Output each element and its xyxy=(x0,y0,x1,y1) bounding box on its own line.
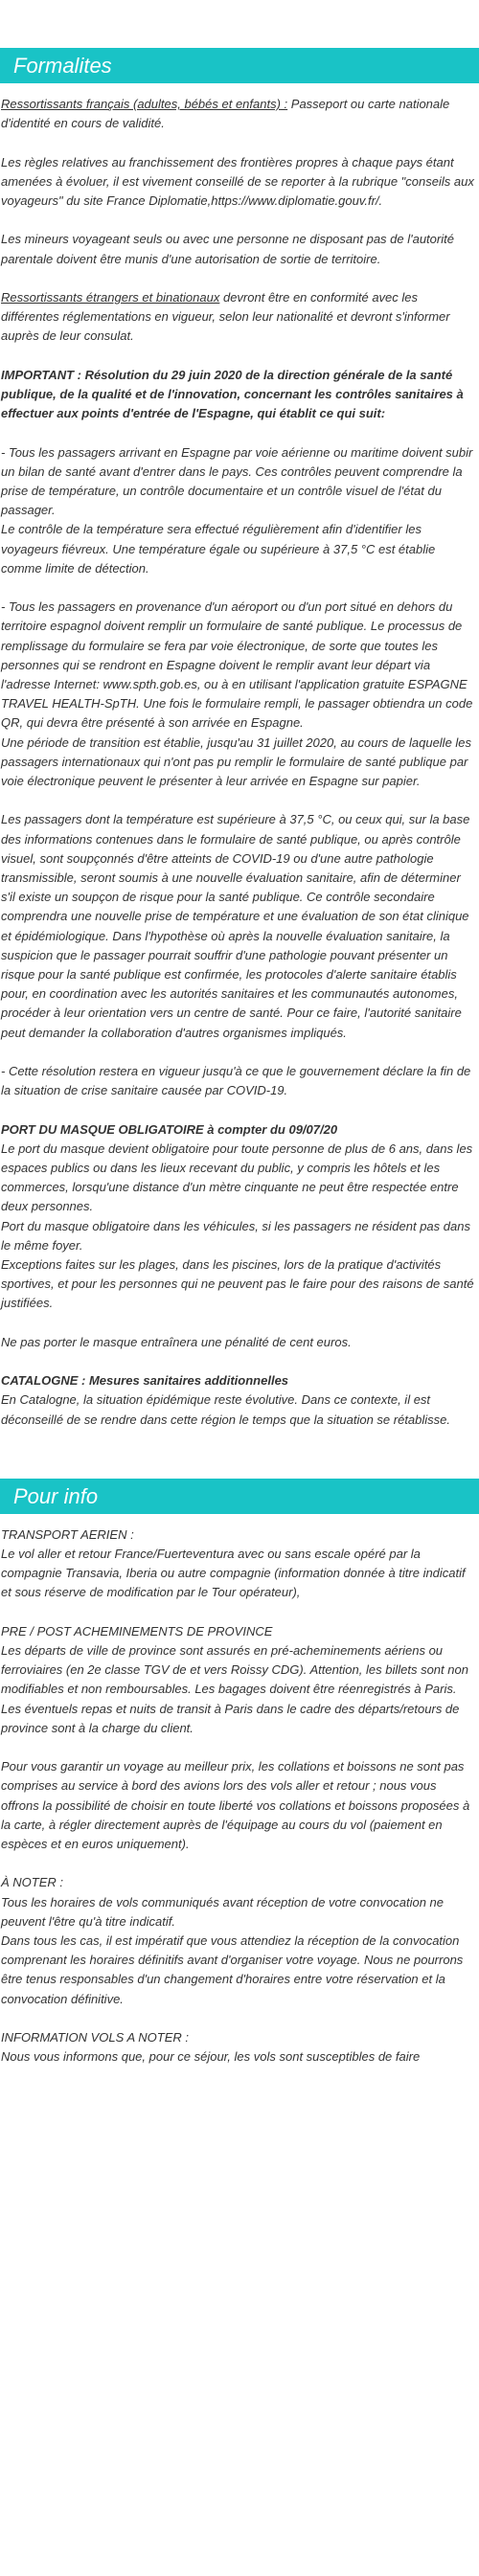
text-line: Dans tous les cas, il est impératif que vous attendiez la réception de la convocation comprenant les horaires définitifs avant d'organiser votre voyage. Nous ne pourrons être tenus responsables d'un changement d'horaires entre votre réservation et la convocation définitive. xyxy=(1,1933,464,2006)
text-run: Les mineurs voyageant seuls ou avec une personne ne disposant pas de l'autorité parentale doivent être munis d'une autorisation de sortie de territoire. xyxy=(1,232,454,266)
text-line: Le vol aller et retour France/Fuerteventura avec ou sans escale opéré par la compagnie Transavia, Iberia ou autre compagnie (information donnée à titre indicatif et sous réserve de modification par le Tour opérateur), xyxy=(1,1547,466,1600)
underlined-heading: Ressortissants étrangers et binationaux xyxy=(1,289,220,305)
text-line: INFORMATION VOLS A NOTER : xyxy=(1,2030,189,2045)
text-line: Port du masque obligatoire dans les véhicules, si les passagers ne résident pas dans le même foyer. xyxy=(1,1218,470,1253)
text-line: Les départs de ville de province sont assurés en pré-acheminements aériens ou ferroviaires (en 2e classe TGV de et vers Roissy CDG). Attention, les billets sont non modifiables et non remboursables. Les bagages doivent être réenregistrés à Paris. Les éventuels repas et nuits de transit à Paris dans le cadre des départs/retours de province sont à la charge du client. xyxy=(1,1643,468,1735)
paragraph xyxy=(1,288,477,347)
paragraph xyxy=(1,1371,477,1430)
text-run: Passeport ou carte nationale d'identité en cours de validité. xyxy=(1,97,450,131)
text-run: Ne pas porter le masque entraînera une pénalité de cent euros. xyxy=(1,1334,352,1349)
paragraph xyxy=(1,810,477,1042)
section-1 xyxy=(0,48,479,1430)
paragraph xyxy=(1,153,477,212)
text-run: Les règles relatives au franchissement des frontières propres à chaque pays étant amenées à évoluer, il est vivement conseillé de se reporter à la rubrique "conseils aux voyageurs" du site France Diplomatie,https://www.diplomatie.gouv.fr/. xyxy=(1,154,474,208)
paragraph xyxy=(1,1757,477,1854)
paragraph xyxy=(1,1873,477,2008)
paragraph xyxy=(1,230,477,268)
text-line: À NOTER : xyxy=(1,1875,64,1890)
text-line: Tous les horaires de vols communiqués avant réception de votre convocation ne peuvent l'être qu'à titre indicatif. xyxy=(1,1894,445,1929)
paragraph xyxy=(1,2028,477,2067)
paragraph xyxy=(1,1062,477,1100)
paragraph xyxy=(1,1525,477,1603)
text-line: PRE / POST ACHEMINEMENTS DE PROVINCE xyxy=(1,1623,273,1638)
text-line: Le contrôle de la température sera effectué régulièrement afin d'identifier les voyageurs fiévreux. Une température égale ou supérieure à 37,5 °C est établie comme limite de détection. xyxy=(1,522,436,576)
content-sections xyxy=(0,48,479,2067)
text-line: En Catalogne, la situation épidémique reste évolutive. Dans ce contexte, il est déconseillé de se rendre dans cette région le temps que la situation se rétablisse. xyxy=(1,1392,451,1427)
bold-heading: PORT DU MASQUE OBLIGATOIRE à compter du 09/07/20 xyxy=(1,1121,338,1137)
section-title: Pour info xyxy=(0,1479,479,1514)
paragraph xyxy=(1,95,477,133)
text-line: - Tous les passagers en provenance d'un aéroport ou d'un port situé en dehors du territoire espagnol doivent remplir un formulaire de santé publique. Le processus de remplissage du formulaire se fera par voie électronique, de sorte que toutes les personnes qui se rendront en Espagne doivent le remplir avant leur départ via l'adresse Internet: www.spth.gob.es, ou à en utilisant l'application gratuite ESPAGNE TRAVEL HEALTH-SpTH. Une fois le formulaire rempli, le passager obtiendra un code QR, qui devra être présenté à son arrivée en Espagne. xyxy=(1,599,473,731)
paragraph xyxy=(1,443,477,578)
text-line: Pour vous garantir un voyage au meilleur prix, les collations et boissons ne sont pas comprises au service à bord des avions lors des vols aller et retour ; nous vous offrons la possibilité de choisir en toute liberté vos collations et boissons proposées à la carte, à régler directement auprès de l'équipage au cours du vol (paiement en espèces et en euros uniquement). xyxy=(1,1759,470,1852)
text-run: - Cette résolution restera en vigueur jusqu'à ce que le gouvernement déclare la fin de la situation de crise sanitaire causée par COVID-19. xyxy=(1,1064,471,1098)
section-2 xyxy=(0,1479,479,2068)
text-line: Nous vous informons que, pour ce séjour, les vols sont susceptibles de faire xyxy=(1,2049,421,2065)
text-line: TRANSPORT AERIEN : xyxy=(1,1526,134,1542)
text-line: Le port du masque devient obligatoire pour toute personne de plus de 6 ans, dans les espaces publics ou dans les lieux recevant du public, y compris les hôtels et les commerces, lorsqu'une distance d'un mètre cinquante ne peut être respectée entre deux personnes. xyxy=(1,1141,473,1214)
paragraph xyxy=(1,1622,477,1738)
text-line: Une période de transition est établie, jusqu'au 31 juillet 2020, au cours de laquelle les passagers internationaux qui n'ont pas pu remplir le formulaire de santé publique par voie électronique peuvent le présenter à leur arrivée en Espagne sur papier. xyxy=(1,734,472,789)
bold-heading: CATALOGNE : Mesures sanitaires additionnelles xyxy=(1,1373,289,1389)
text-run: Les passagers dont la température est supérieure à 37,5 °C, ou ceux qui, sur la base des informations contenues dans le formulaire de santé publique, ou après contrôle visuel, sont soupçonnés d'être atteints de COVID-19 ou d'une autre pathologie transmissible, seront soumis à une nouvelle évaluation sanitaire, afin de déterminer s'il existe un soupçon de risque pour la santé publique. Ce contrôle secondaire comprendra une nouvelle prise de température et une évaluation de son état clinique et épidémiologique. Dans l'hypothèse où après la nouvelle évaluation sanitaire, la suspicion que le passager pourrait souffrir d'une pathologie pouvant présenter un risque pour la santé publique est confirmée, les protocoles d'alerte sanitaire établis pour, en coordination avec les autorités sanitaires et les communautés autonomes, procéder à leur orientation vers un centre de santé. Pour ce faire, l'autorité sanitaire peut demander la collaboration d'autres organismes impliqués. xyxy=(1,812,470,1040)
section-body xyxy=(0,1525,479,2068)
section-title: Formalites xyxy=(0,48,479,83)
section-body xyxy=(0,95,479,1430)
text-run: devront être en conformité avec les différentes réglementations en vigueur, selon leur nationalité et devront s'informer auprès de leur consulat. xyxy=(1,289,450,344)
bold-text: IMPORTANT : Résolution du 29 juin 2020 de la direction générale de la santé publique, de la qualité et de l'innovation, concernant les contrôles sanitaires à effectuer aux points d'entrée de l'Espagne, qui établit ce qui suit: xyxy=(1,367,464,421)
paragraph xyxy=(1,598,477,791)
paragraph xyxy=(1,366,477,424)
underlined-heading: Ressortissants français (adultes, bébés et enfants) : xyxy=(1,97,288,111)
text-line: Exceptions faites sur les plages, dans les piscines, lors de la pratique d'activités sportives, et pour les personnes qui ne peuvent pas le faire pour des raisons de santé justifiées. xyxy=(1,1257,474,1311)
paragraph xyxy=(1,1120,477,1314)
paragraph xyxy=(1,1333,477,1352)
page xyxy=(0,48,479,2067)
text-line: - Tous les passagers arrivant en Espagne par voie aérienne ou maritime doivent subir un bilan de santé avant d'entrer dans le pays. Ces contrôles peuvent comprendre la prise de température, un contrôle documentaire et un contrôle visuel de l'état du passager. xyxy=(1,444,473,518)
